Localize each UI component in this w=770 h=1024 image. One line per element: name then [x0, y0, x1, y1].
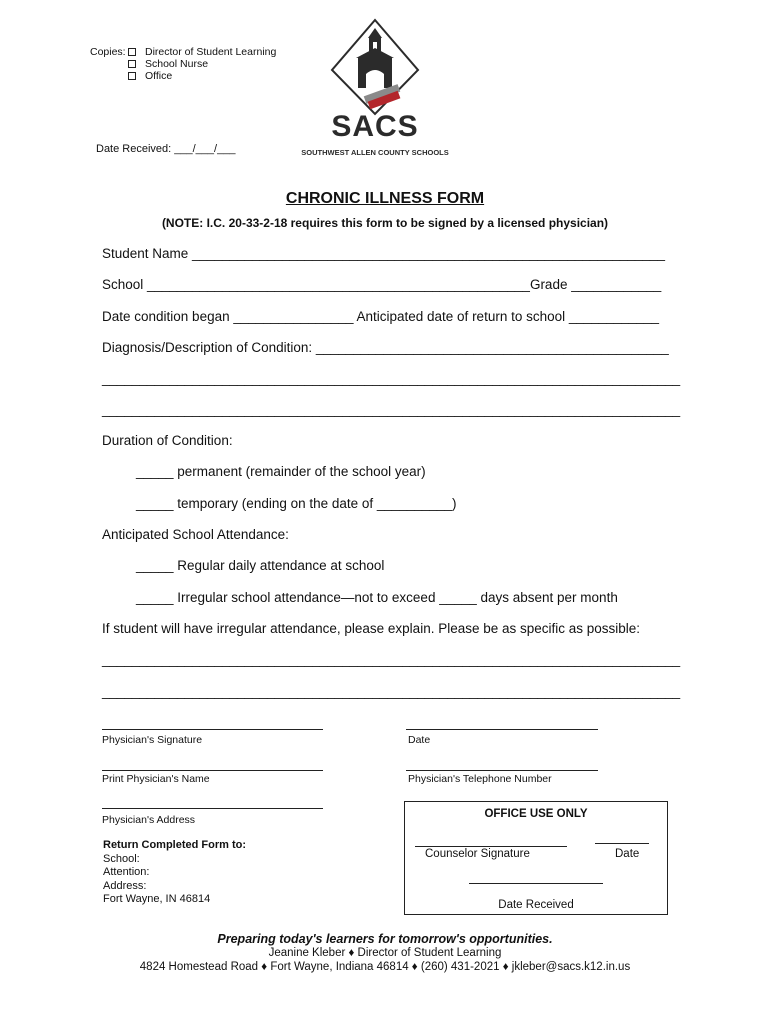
diagnosis-line-2[interactable]: _____________________________________________________________________________ — [102, 402, 681, 417]
signature-date-label: Date — [408, 734, 431, 746]
copies-option-label: Office — [145, 70, 173, 82]
form-title: CHRONIC ILLNESS FORM — [285, 190, 485, 207]
attendance-regular[interactable]: _____ Regular daily attendance at school — [136, 558, 385, 573]
logo-subtitle: SOUTHWEST ALLEN COUNTY SCHOOLS — [301, 148, 449, 157]
footer-address-line: 4824 Homestead Road ♦ Fort Wayne, Indiana 46814 ♦ (260) 431-2021 ♦ jkleber@sacs.k12.in.us — [139, 961, 631, 973]
copies-option-nurse — [90, 58, 276, 70]
irregular-explain-prompt: If student will have irregular attendance, please explain. Please be as specific as possible: — [102, 621, 641, 636]
counselor-signature-label: Counselor Signature — [425, 848, 530, 860]
checkbox-director[interactable] — [128, 48, 136, 56]
return-to-address: Address: — [103, 879, 147, 892]
signature-date-line[interactable] — [406, 729, 598, 730]
return-to-section — [103, 839, 246, 907]
return-to-city: Fort Wayne, IN 46814 — [103, 893, 211, 905]
return-to-attention: Attention: — [103, 866, 150, 878]
print-name-label: Print Physician's Name — [102, 773, 210, 785]
date-received-field[interactable]: Date Received: ___/___/___ — [96, 143, 236, 155]
office-date-line[interactable] — [595, 843, 649, 844]
attendance-irregular[interactable]: _____ Irregular school attendance—not to exceed _____ days absent per month — [136, 590, 618, 605]
checkbox-nurse[interactable] — [128, 60, 136, 68]
address-line[interactable] — [102, 808, 323, 809]
checkbox-office[interactable] — [128, 72, 136, 80]
office-use-box — [404, 801, 668, 915]
attendance-heading: Anticipated School Attendance: — [102, 527, 289, 542]
diagnosis-field[interactable]: Diagnosis/Description of Condition: _______________________________________________ — [102, 340, 669, 355]
physician-signature-label: Physician's Signature — [102, 734, 203, 746]
diagnosis-line-1[interactable]: _____________________________________________________________________________ — [102, 371, 681, 386]
copies-option-director — [90, 46, 276, 58]
duration-temporary[interactable]: _____ temporary (ending on the date of __________) — [136, 496, 457, 511]
return-to-heading: Return Completed Form to: — [103, 839, 246, 851]
telephone-label: Physician's Telephone Number — [408, 773, 552, 785]
date-fields[interactable]: Date condition began ________________ Anticipated date of return to school ____________ — [102, 309, 659, 324]
copies-option-office — [90, 70, 276, 82]
duration-heading: Duration of Condition: — [102, 433, 233, 448]
explain-line-1[interactable]: _____________________________________________________________________________ — [102, 652, 681, 667]
footer-tagline: Preparing today's learners for tomorrow's opportunities. — [217, 932, 553, 946]
office-use-heading: OFFICE USE ONLY — [484, 808, 588, 820]
return-to-school: School: — [103, 852, 140, 865]
student-name-field[interactable]: Student Name _______________________________________________________________ — [102, 246, 666, 261]
telephone-line[interactable] — [406, 770, 598, 771]
address-label: Physician's Address — [102, 814, 196, 826]
form-note: (NOTE: I.C. 20-33-2-18 requires this form to be signed by a licensed physician) — [161, 216, 609, 230]
schoolhouse-logo-icon — [300, 18, 450, 118]
copies-label: Copies: — [90, 46, 126, 58]
school-grade-field[interactable]: School ___________________________________________________Grade ____________ — [102, 277, 662, 292]
office-date-received-label: Date Received — [498, 899, 574, 911]
logo-name: SACS — [331, 110, 419, 143]
office-date-label: Date — [615, 848, 640, 860]
copies-section — [90, 46, 276, 82]
date-received-line[interactable] — [469, 883, 603, 884]
duration-permanent[interactable]: _____ permanent (remainder of the school year) — [136, 464, 426, 479]
physician-signature-line[interactable] — [102, 729, 323, 730]
footer-contact-name: Jeanine Kleber ♦ Director of Student Learning — [268, 947, 502, 959]
counselor-signature-line[interactable] — [415, 846, 567, 847]
explain-line-2[interactable]: _____________________________________________________________________________ — [102, 684, 681, 699]
sacs-logo — [300, 18, 450, 163]
copies-option-label: School Nurse — [145, 58, 209, 70]
copies-option-label: Director of Student Learning — [145, 46, 277, 58]
print-name-line[interactable] — [102, 770, 323, 771]
